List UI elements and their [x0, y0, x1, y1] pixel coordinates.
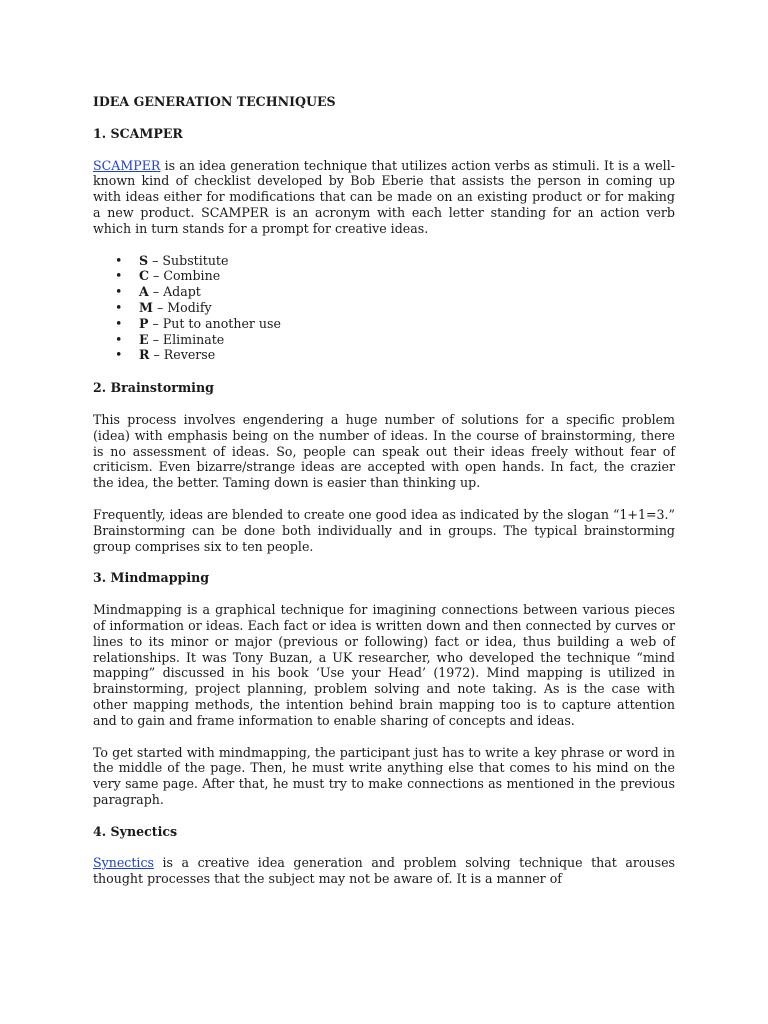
- brainstorming-paragraph-1: This process involves engendering a huge number of solutions for a specific problem (idea) with emphasis being on the number of ideas. In the course of brainstorming, there is no assessment of ideas. So, people can speak out their ideas freely without fear of criticism. Even bizarre/strange ideas are accepted with open hands. In fact, the crazier the idea, the better. Taming down is easier than thinking up.: [93, 411, 675, 491]
- list-item-text: – Eliminate: [148, 331, 225, 347]
- list-item-text: – Substitute: [148, 252, 229, 268]
- document-title: IDEA GENERATION TECHNIQUES: [93, 94, 336, 109]
- section-heading-brainstorming: 2. Brainstorming: [93, 380, 214, 396]
- list-item: [93, 347, 675, 363]
- scamper-paragraph-text: is an idea generation technique that utilizes action verbs as stimuli. It is a well-known kind of checklist developed by Bob Eberie that assists the person in coming up with ideas either for modifications that can be made on an existing product or for making a new product. SCAMPER is an acronym with each letter standing for an action verb which in turn stands for a prompt for creative ideas.: [93, 157, 675, 236]
- mindmapping-paragraph-2: To get started with mindmapping, the participant just has to write a key phrase or word in the middle of the page. Then, he must write anything else that comes to his mind on the very same page. After that, he must try to make connections as mentioned in the previous paragraph.: [93, 744, 675, 807]
- list-item-letter: P: [139, 315, 149, 331]
- list-item-text: – Combine: [149, 268, 221, 284]
- brainstorming-paragraph-2: Frequently, ideas are blended to create one good idea as indicated by the slogan “1+1=3.” Brainstorming can be done both individually and in groups. The typical brainstorming group comprises six to ten people.: [93, 506, 675, 554]
- mindmapping-paragraph-1: Mindmapping is a graphical technique for imagining connections between various pieces of information or ideas. Each fact or idea is written down and then connected by curves or lines to its minor or major (previous or following) fact or idea, thus building a web of relationships. It was Tony Buzan, a UK researcher, who developed the technique “mind mapping” discussed in his book ‘Use your Head’ (1972). Mind mapping is utilized in brainstorming, project planning, problem solving and note taking. As is the case with other mapping methods, the intention behind brain mapping too is to capture attention and to gain and frame information to enable sharing of concepts and ideas.: [93, 602, 675, 728]
- bullet-icon: •: [115, 347, 123, 363]
- list-item-letter: C: [139, 268, 150, 284]
- list-item-text: – Reverse: [149, 347, 216, 363]
- list-item-letter: R: [139, 347, 150, 363]
- scamper-list: [93, 253, 675, 364]
- list-item: [93, 332, 675, 348]
- list-item-letter: A: [139, 284, 149, 300]
- list-item-letter: M: [139, 299, 153, 315]
- bullet-icon: •: [115, 268, 123, 284]
- synectics-paragraph: [93, 855, 675, 887]
- list-item: [93, 284, 675, 300]
- list-item: [93, 300, 675, 316]
- bullet-icon: •: [115, 284, 123, 300]
- bullet-icon: •: [115, 299, 123, 315]
- section-heading-mindmapping: 3. Mindmapping: [93, 570, 210, 586]
- section-heading-scamper: 1. SCAMPER: [93, 125, 183, 141]
- synectics-link[interactable]: Synectics: [93, 855, 154, 871]
- scamper-link[interactable]: SCAMPER: [93, 157, 161, 173]
- bullet-icon: •: [115, 331, 123, 347]
- scamper-paragraph: [93, 158, 675, 237]
- list-item: [93, 253, 675, 269]
- section-heading-synectics: 4. Synectics: [93, 823, 178, 839]
- list-item-text: – Put to another use: [148, 315, 281, 331]
- list-item-letter: S: [139, 252, 149, 268]
- synectics-paragraph-text: is a creative idea generation and problem solving technique that arouses thought processes that the subject may not be aware of. It is a manner of: [93, 855, 675, 887]
- list-item-text: – Adapt: [148, 284, 201, 300]
- bullet-icon: •: [115, 315, 123, 331]
- document-page: [93, 94, 675, 903]
- list-item: [93, 316, 675, 332]
- list-item-letter: E: [139, 331, 149, 347]
- list-item: [93, 268, 675, 284]
- bullet-icon: •: [115, 252, 123, 268]
- list-item-text: – Modify: [152, 299, 212, 315]
